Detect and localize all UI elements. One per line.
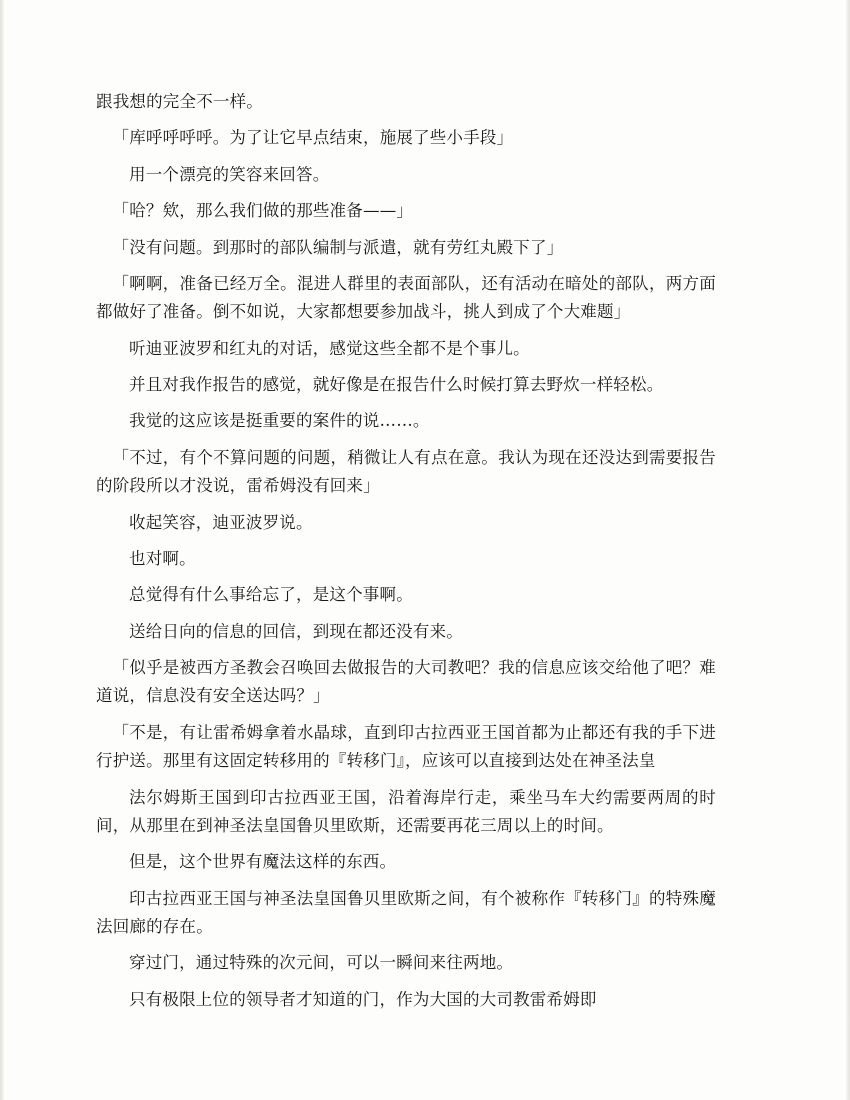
- paragraph: 送给日向的信息的回信，到现在都还没有来。: [129, 621, 463, 641]
- paragraph: 听迪亚波罗和红丸的对话，感觉这些全都不是个事儿。: [129, 338, 530, 358]
- paragraph: 「不过，有个不算问题的问题，稍微让人有点在意。我认为现在还没达到需要报告的阶段所以才没说，雷希姆没有回来」: [96, 447, 716, 496]
- paragraph: 法尔姆斯王国到印古拉西亚王国，沿着海岸行走，乘坐马车大约需要两周的时间，从那里在到神圣法皇国鲁贝里欧斯，还需要再花三周以上的时间。: [96, 787, 716, 835]
- paragraph: 「似乎是被西方圣教会召唤回去做报告的大司教吧？我的信息应该交给他了吧？难道说，信息没有安全送达吗？」: [96, 658, 716, 706]
- paragraph: 只有极限上位的领导者才知道的门，作为大国的大司教雷希姆即: [129, 989, 597, 1009]
- document-body: [96, 88, 716, 1022]
- paragraph: 也对啊。: [129, 548, 196, 568]
- paragraph: 「哈？欸，那么我们做的那些准备——」: [112, 201, 414, 221]
- paragraph: 「啊啊，准备已经万全。混进人群里的表面部队，还有活动在暗处的部队，两方面都做好了准备。倒不如说，大家都想要参加战斗，挑人到成了个大难题」: [96, 273, 716, 322]
- paragraph: 「不是，有让雷希姆拿着水晶球，直到印古拉西亚王国首都为止都还有我的手下进行护送。那里有这固定转移用的『转移门』，应该可以直接到达处在神圣法皇: [96, 722, 716, 771]
- paragraph: 印古拉西亚王国与神圣法皇国鲁贝里欧斯之间，有个被称作『转移门』的特殊魔法回廊的存在。: [96, 888, 716, 936]
- paragraph: 并且对我作报告的感觉，就好像是在报告什么时候打算去野炊一样轻松。: [129, 375, 664, 394]
- paragraph: 但是，这个世界有魔法这样的东西。: [129, 852, 397, 872]
- paragraph: 「没有问题。到那时的部队编制与派遣，就有劳红丸殿下了」: [112, 237, 564, 257]
- paragraph: 「库呼呼呼呼。为了让它早点结束，施展了些小手段」: [112, 128, 514, 148]
- paragraph: 总觉得有什么事给忘了，是这个事啊。: [129, 585, 413, 605]
- paragraph: 我觉的这应该是挺重要的案件的说……。: [129, 411, 430, 431]
- paragraph: 收起笑容，迪亚波罗说。: [129, 512, 313, 532]
- page-edge-left: [0, 0, 4, 1100]
- paragraph: 穿过门，通过特殊的次元间，可以一瞬间来往两地。: [129, 953, 514, 973]
- paragraph: 跟我想的完全不一样。: [96, 92, 263, 111]
- paragraph: 用一个漂亮的笑容来回答。: [129, 164, 330, 184]
- page-edge-right: [846, 0, 850, 1100]
